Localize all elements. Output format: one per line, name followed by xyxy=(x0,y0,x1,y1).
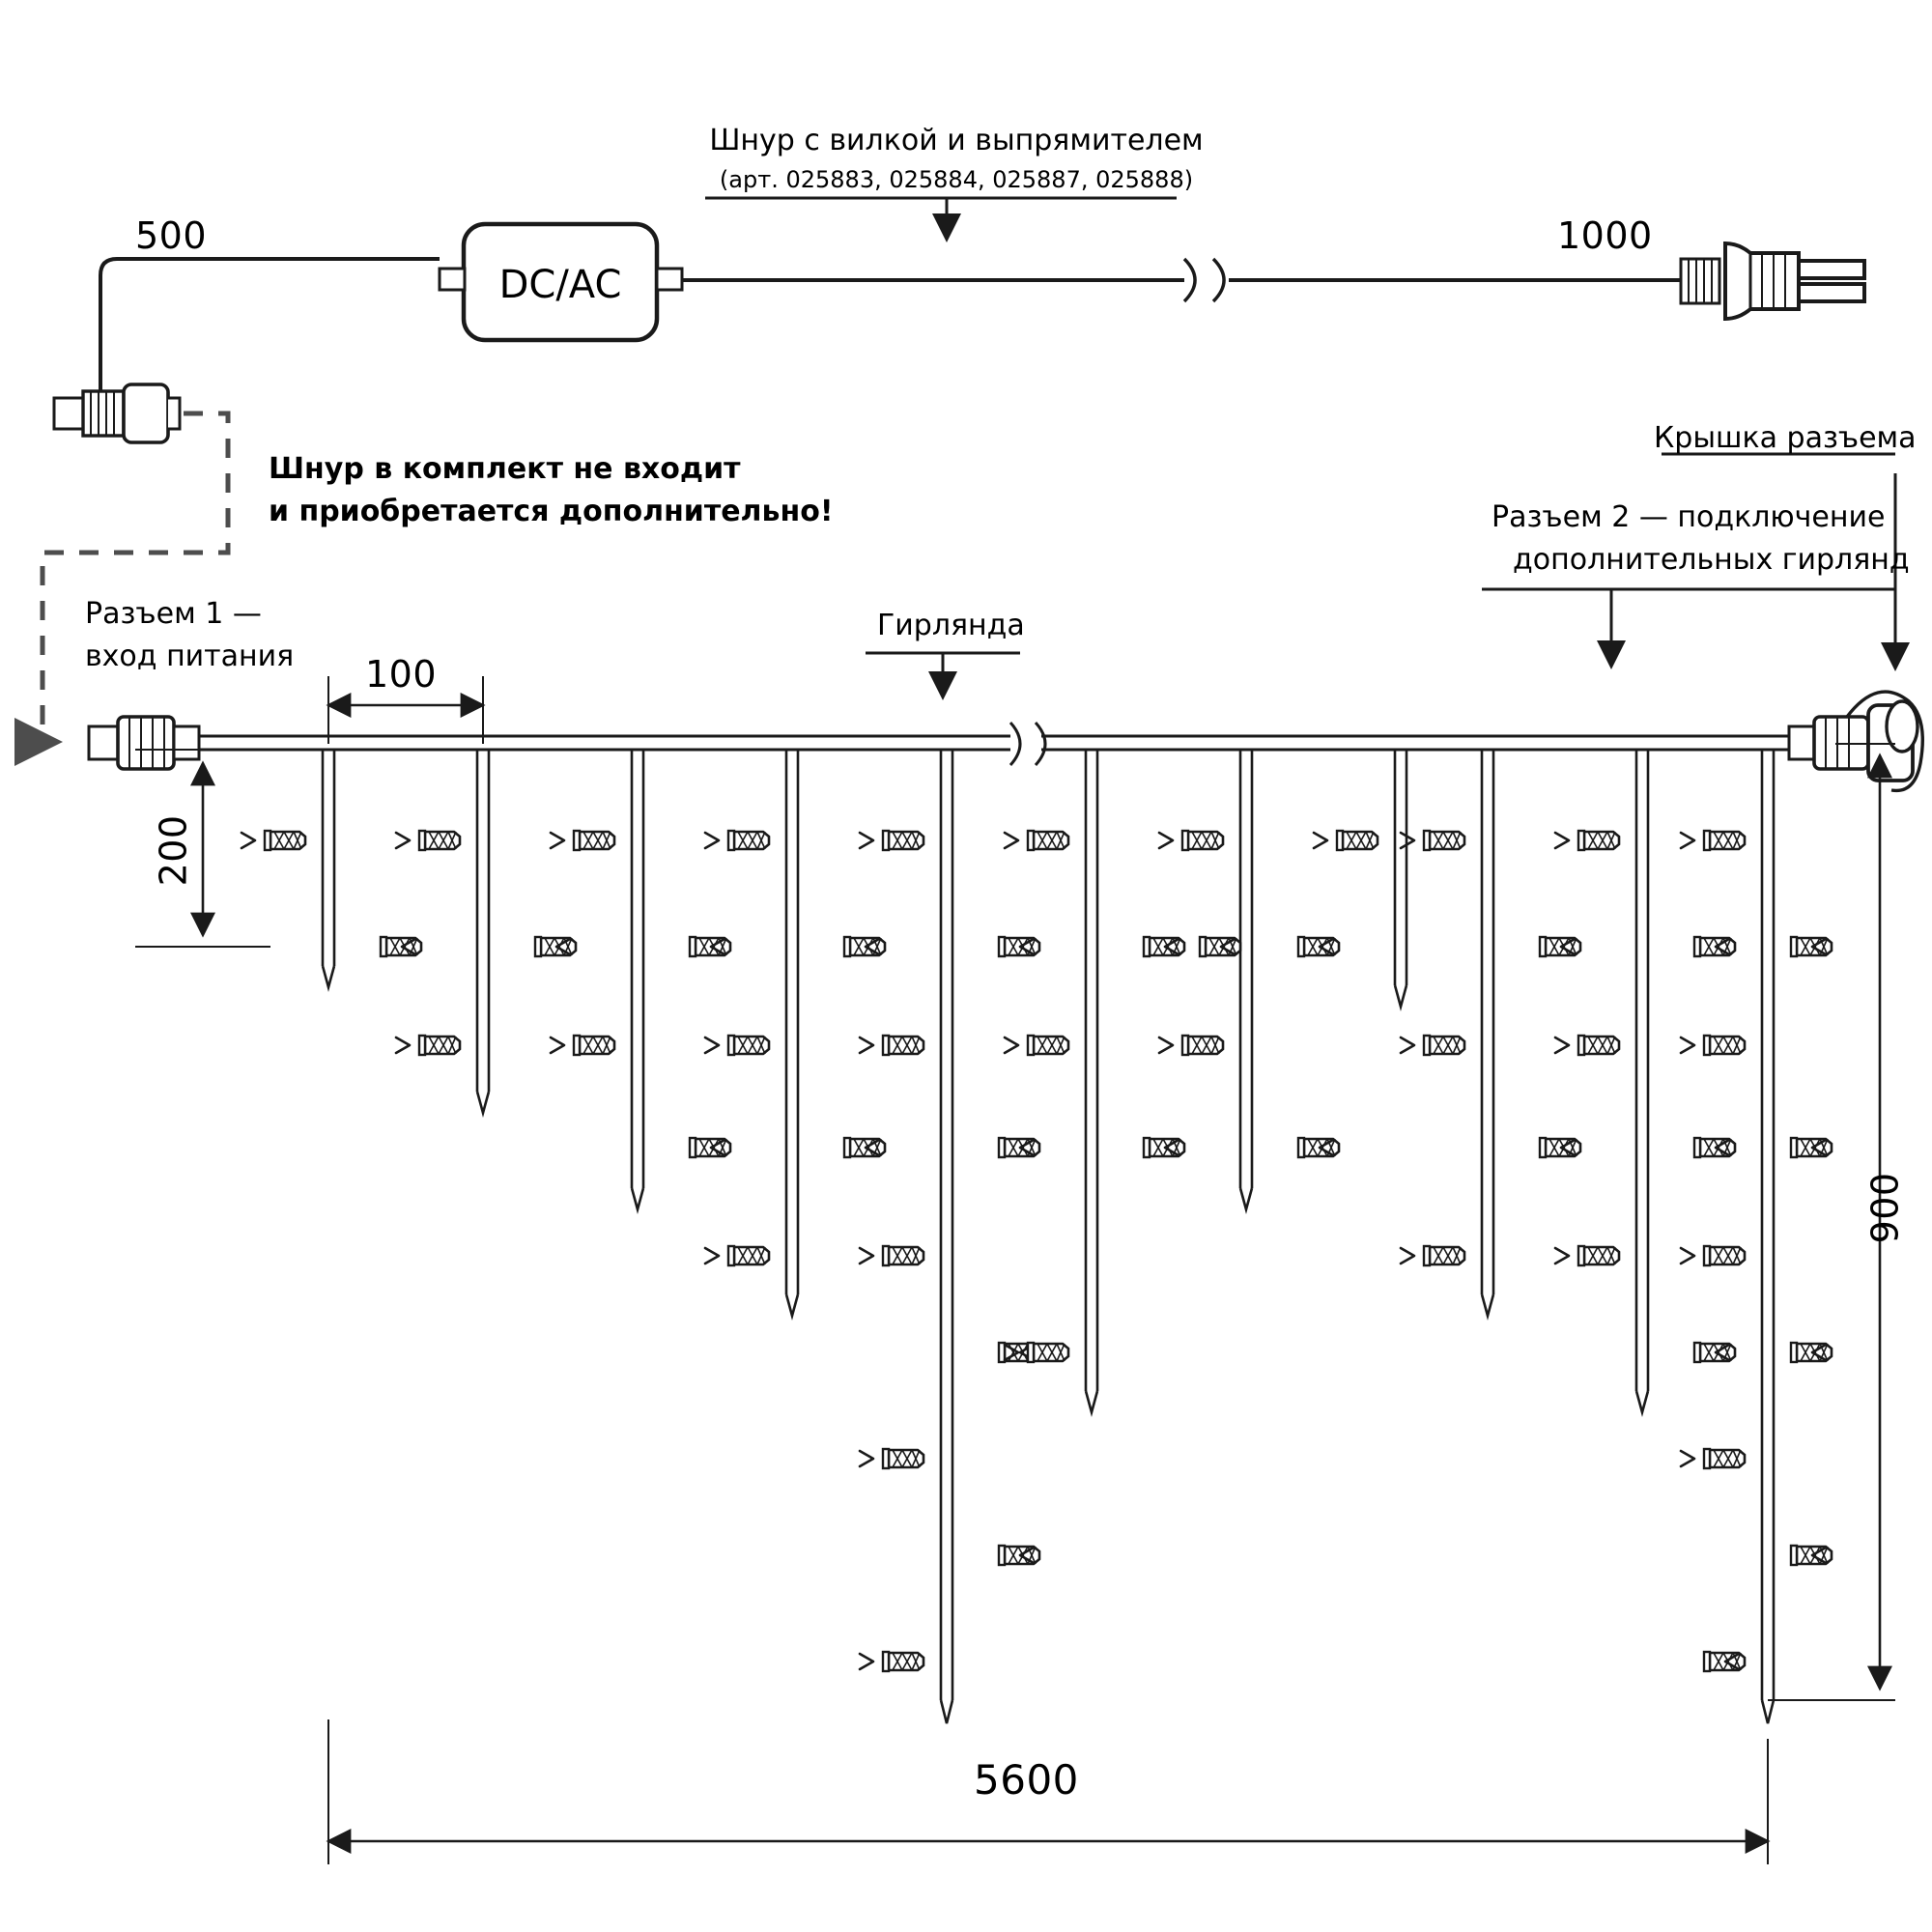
dashed-cord-hint xyxy=(43,413,228,742)
label-rectifier: DC/AC xyxy=(498,263,622,307)
label-garland: Гирлянда xyxy=(877,609,1025,642)
dim-left-cord-length: 500 xyxy=(135,214,208,257)
dim-height: 900 xyxy=(1863,1172,1907,1244)
label-connector1-line2: вход питания xyxy=(85,639,295,673)
connector-1-power-in xyxy=(89,717,199,769)
icicle-string xyxy=(242,750,421,987)
dim-first-drop: 200 xyxy=(152,814,195,887)
icicle-string xyxy=(1200,750,1406,1007)
connector-2-extension xyxy=(1789,692,1922,790)
label-connector1-line1: Разъем 1 — xyxy=(85,597,262,631)
icicle-string xyxy=(860,750,1039,1723)
cord-female-connector xyxy=(54,384,180,442)
icicle-string xyxy=(1401,750,1580,1316)
mains-plug xyxy=(1681,243,1864,319)
label-connector2-line1: Разъем 2 — подключение xyxy=(1492,500,1886,534)
label-connector-cap: Крышка разъема xyxy=(1654,421,1917,455)
icicle-string xyxy=(1005,750,1184,1412)
dim-right-cord-length: 1000 xyxy=(1557,214,1653,257)
note-cord-not-included-line2: и приобретается дополнительно! xyxy=(269,495,834,528)
dim-width: 5600 xyxy=(974,1756,1079,1804)
icicle-string xyxy=(1159,750,1339,1209)
label-power-cord-articles: (арт. 025883, 025884, 025887, 025888) xyxy=(719,166,1194,193)
label-connector2-line2: дополнительных гирлянд xyxy=(1513,543,1910,577)
icicle-string xyxy=(551,750,730,1209)
icicle-string xyxy=(1681,750,1832,1723)
icicle-string xyxy=(705,750,885,1316)
dim-step: 100 xyxy=(365,653,438,696)
icicle-string xyxy=(396,750,576,1113)
note-cord-not-included-line1: Шнур в комплект не входит xyxy=(269,452,741,486)
label-power-cord: Шнур с вилкой и выпрямителем xyxy=(709,124,1204,157)
